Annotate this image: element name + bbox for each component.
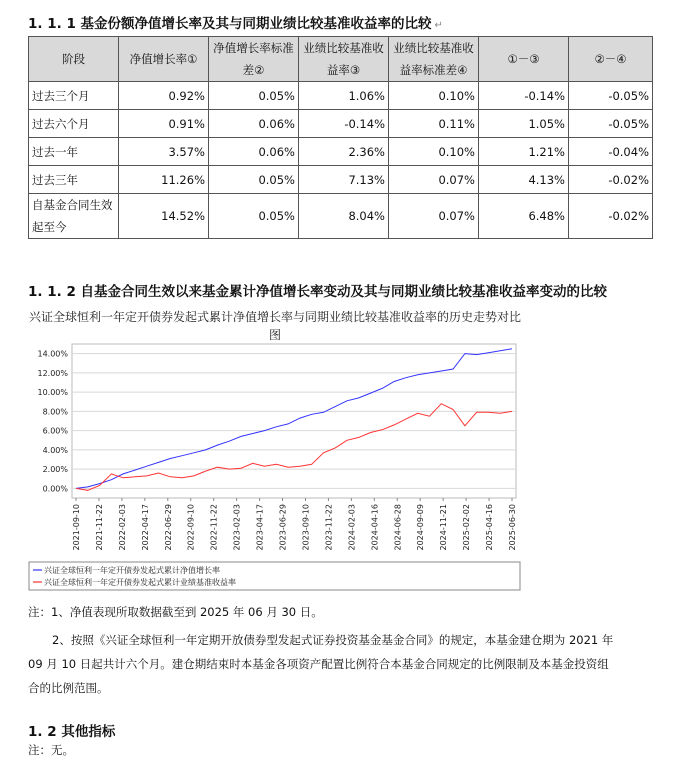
- header-stage: 阶段: [29, 37, 119, 82]
- y-tick-label: 8.00%: [42, 407, 68, 417]
- other-indicators-note: 注：无。: [28, 743, 74, 757]
- section-heading-1-2: 1. 2 其他指标: [28, 724, 116, 740]
- x-tick-label: 2024-02-03: [347, 504, 357, 551]
- legend-label: 兴证全球恒利一年定开债券发起式累计业绩基准收益率: [44, 578, 236, 587]
- stage-cell: 自基金合同生效起至今: [29, 194, 119, 239]
- value-cell: 1.21%: [479, 138, 569, 166]
- paragraph-mark-icon: ↵: [434, 20, 443, 31]
- value-cell: 0.07%: [389, 166, 479, 194]
- table-header-row: [29, 37, 653, 82]
- value-cell: 0.05%: [209, 194, 299, 239]
- value-cell: 7.13%: [299, 166, 389, 194]
- x-tick-label: 2024-09-09: [416, 504, 426, 551]
- header-nav-growth: 净值增长率①: [119, 37, 209, 82]
- x-tick-label: 2025-06-30: [508, 504, 517, 551]
- performance-line-chart: [28, 340, 522, 592]
- benchmark-series-line: [76, 404, 512, 491]
- value-cell: 0.07%: [389, 194, 479, 239]
- value-cell: 0.05%: [209, 166, 299, 194]
- value-cell: 14.52%: [119, 194, 209, 239]
- y-tick-label: 6.00%: [42, 426, 68, 436]
- x-tick-label: 2022-09-10: [186, 504, 196, 551]
- chart-title: 兴证全球恒利一年定开债券发起式累计净值增长率与同期业绩比较基准收益率的历史走势对比图: [28, 310, 521, 342]
- stage-cell: 过去三个月: [29, 82, 119, 110]
- value-cell: 0.10%: [389, 138, 479, 166]
- y-tick-label: 4.00%: [42, 445, 68, 455]
- value-cell: 0.11%: [389, 110, 479, 138]
- value-cell: 3.57%: [119, 138, 209, 166]
- x-tick-label: 2021-09-10: [72, 504, 81, 551]
- value-cell: 8.04%: [299, 194, 389, 239]
- x-tick-label: 2023-04-17: [255, 504, 265, 551]
- value-cell: -0.14%: [299, 110, 389, 138]
- value-cell: 1.06%: [299, 82, 389, 110]
- value-cell: -0.02%: [569, 194, 653, 239]
- table-row: [29, 166, 653, 194]
- x-tick-label: 2023-09-10: [301, 504, 311, 551]
- value-cell: 6.48%: [479, 194, 569, 239]
- note-2-line-3: 合的比例范围。: [28, 681, 109, 695]
- performance-table: [28, 36, 653, 239]
- stage-cell: 过去一年: [29, 138, 119, 166]
- y-tick-label: 12.00%: [37, 368, 68, 378]
- section-heading-1-1-2: 1. 1. 2 自基金合同生效以来基金累计净值增长率变动及其与同期业绩比较基准收益率变动的比较: [28, 284, 608, 300]
- x-tick-label: 2022-06-29: [163, 504, 173, 551]
- nav-growth-series-line: [76, 349, 512, 489]
- value-cell: 0.10%: [389, 82, 479, 110]
- x-tick-label: 2025-04-16: [485, 504, 495, 551]
- y-tick-label: 0.00%: [42, 484, 68, 494]
- value-cell: 0.06%: [209, 110, 299, 138]
- y-tick-label: 2.00%: [42, 465, 68, 475]
- header-benchmark-return: 业绩比较基准收益率③: [299, 37, 389, 82]
- note-1: 注：1、净值表现所取数据截至到 2025 年 06 月 30 日。: [28, 605, 323, 619]
- value-cell: 11.26%: [119, 166, 209, 194]
- header-diff-2-4: ②－④: [569, 37, 653, 82]
- value-cell: 0.06%: [209, 138, 299, 166]
- x-tick-label: 2025-02-02: [462, 504, 472, 551]
- header-benchmark-std: 业绩比较基准收益率标准差④: [389, 37, 479, 82]
- value-cell: 2.36%: [299, 138, 389, 166]
- value-cell: -0.05%: [569, 110, 653, 138]
- value-cell: 0.05%: [209, 82, 299, 110]
- legend-label: 兴证全球恒利一年定开债券发起式累计净值增长率: [44, 566, 220, 575]
- x-tick-label: 2022-11-22: [209, 504, 219, 551]
- value-cell: -0.02%: [569, 166, 653, 194]
- x-tick-label: 2023-02-03: [232, 504, 242, 551]
- x-tick-label: 2021-11-22: [94, 504, 104, 551]
- y-tick-label: 10.00%: [37, 388, 68, 398]
- value-cell: -0.14%: [479, 82, 569, 110]
- section-heading-1-1-1: 1. 1. 1 基金份额净值增长率及其与同期业绩比较基准收益率的比较 ↵: [28, 16, 443, 32]
- x-tick-label: 2023-06-29: [278, 504, 288, 551]
- x-tick-label: 2022-02-03: [117, 504, 127, 551]
- note-2-line-2: 09 月 10 日起共计六个月。建仓期结束时本基金各项资产配置比例符合本基金合同规定的比例限制及本基金投资组: [28, 657, 609, 671]
- table-row: [29, 194, 653, 239]
- stage-cell: 过去六个月: [29, 110, 119, 138]
- value-cell: 4.13%: [479, 166, 569, 194]
- x-tick-label: 2024-11-21: [439, 504, 449, 551]
- value-cell: 0.92%: [119, 82, 209, 110]
- table-row: [29, 110, 653, 138]
- value-cell: 0.91%: [119, 110, 209, 138]
- note-2-line-1: 2、按照《兴证全球恒利一年定期开放债券型发起式证券投资基金基金合同》的规定，本基金建仓期为 2021 年: [52, 633, 614, 647]
- table-row: [29, 82, 653, 110]
- x-tick-label: 2024-06-28: [393, 504, 403, 551]
- x-tick-label: 2023-11-22: [324, 504, 334, 551]
- table-row: [29, 138, 653, 166]
- y-tick-label: 14.00%: [37, 349, 68, 359]
- x-tick-label: 2022-04-17: [140, 504, 150, 551]
- stage-cell: 过去三年: [29, 166, 119, 194]
- header-diff-1-3: ①－③: [479, 37, 569, 82]
- value-cell: -0.05%: [569, 82, 653, 110]
- header-nav-std: 净值增长率标准差②: [209, 37, 299, 82]
- value-cell: 1.05%: [479, 110, 569, 138]
- x-tick-label: 2024-04-16: [370, 504, 380, 551]
- value-cell: -0.04%: [569, 138, 653, 166]
